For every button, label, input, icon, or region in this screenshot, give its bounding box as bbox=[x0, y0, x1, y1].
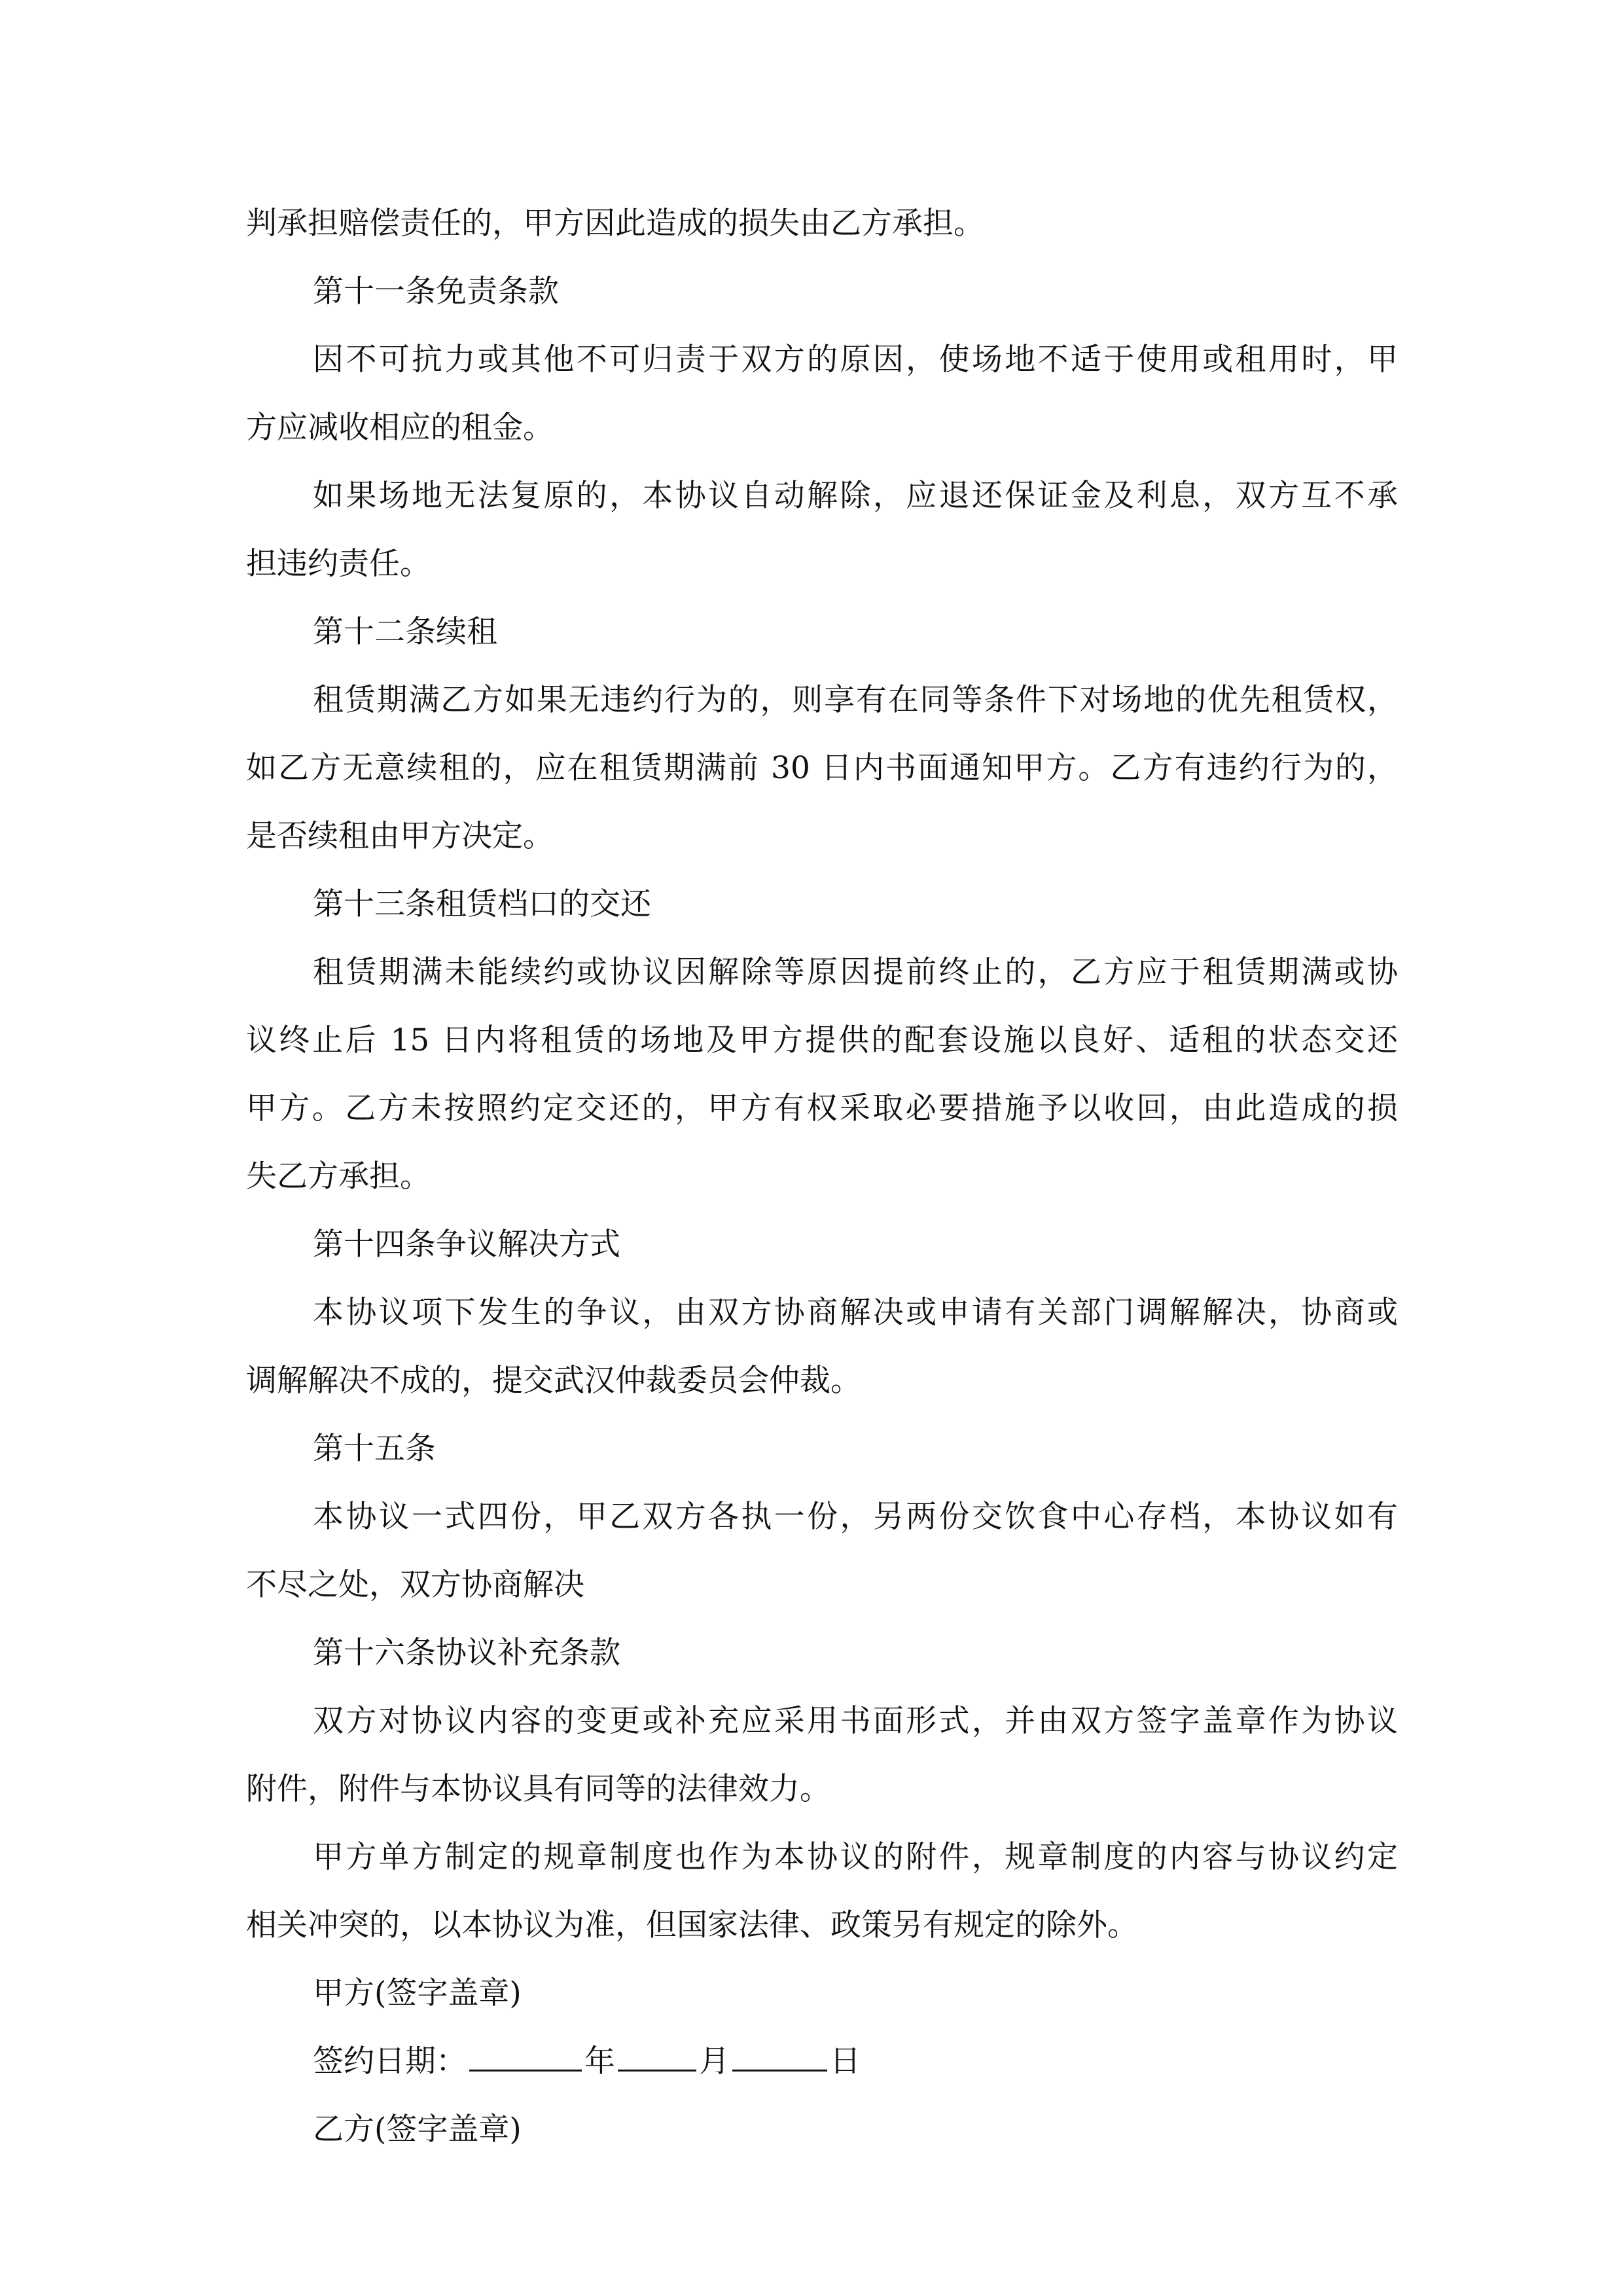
sign-date-label: 签约日期： bbox=[313, 2043, 467, 2079]
text-line: 方应减收相应的租金。 bbox=[246, 410, 554, 446]
article-heading: 第十六条协议补充条款 bbox=[313, 1635, 620, 1671]
text-line: 租赁期满乙方如果无违约行为的，则享有在同等条件下对场地的优先租赁权， bbox=[313, 682, 1398, 718]
article-heading: 第十五条 bbox=[313, 1431, 436, 1467]
text-line: 本协议项下发生的争议，由双方协商解决或申请有关部门调解解决，协商或 bbox=[313, 1295, 1398, 1331]
month-label: 月 bbox=[699, 2043, 730, 2079]
text-line: 租赁期满未能续约或协议因解除等原因提前终止的，乙方应于租赁期满或协 bbox=[313, 954, 1398, 990]
text-line: 如果场地无法复原的，本协议自动解除，应退还保证金及利息，双方互不承 bbox=[313, 478, 1398, 514]
text-line: 是否续租由甲方决定。 bbox=[246, 818, 554, 854]
party-b-signature: 乙方(签字盖章) bbox=[313, 2111, 522, 2147]
text-line: 双方对协议内容的变更或补充应采用书面形式，并由双方签字盖章作为协议 bbox=[313, 1703, 1398, 1739]
text-line: 议终止后 15 日内将租赁的场地及甲方提供的配套设施以良好、适租的状态交还 bbox=[246, 1022, 1398, 1058]
text-line: 甲方。乙方未按照约定交还的，甲方有权采取必要措施予以收回，由此造成的损 bbox=[246, 1090, 1398, 1126]
text-line: 担违约责任。 bbox=[246, 546, 431, 582]
year-blank bbox=[469, 2039, 582, 2072]
text-line: 判承担赔偿责任的，甲方因此造成的损失由乙方承担。 bbox=[246, 206, 984, 242]
text-line: 本协议一式四份，甲乙双方各执一份，另两份交饮食中心存档，本协议如有 bbox=[313, 1499, 1398, 1535]
year-label: 年 bbox=[584, 2043, 615, 2079]
article-heading: 第十四条争议解决方式 bbox=[313, 1227, 620, 1263]
article-heading: 第十三条租赁档口的交还 bbox=[313, 886, 651, 922]
text-line: 甲方单方制定的规章制度也作为本协议的附件，规章制度的内容与协议约定 bbox=[313, 1839, 1398, 1875]
party-a-signature: 甲方(签字盖章) bbox=[313, 1975, 522, 2011]
text-line: 附件，附件与本协议具有同等的法律效力。 bbox=[246, 1771, 830, 1807]
text-line: 因不可抗力或其他不可归责于双方的原因，使场地不适于使用或租用时，甲 bbox=[313, 342, 1398, 378]
article-heading: 第十二条续租 bbox=[313, 614, 497, 650]
document-page bbox=[246, 190, 1398, 2164]
text-line: 相关冲突的，以本协议为准，但国家法律、政策另有规定的除外。 bbox=[246, 1907, 1138, 1943]
day-label: 日 bbox=[830, 2043, 861, 2079]
text-line: 不尽之处，双方协商解决 bbox=[246, 1567, 584, 1603]
sign-date-line bbox=[246, 2028, 1398, 2096]
day-blank bbox=[732, 2039, 827, 2072]
text-line: 失乙方承担。 bbox=[246, 1158, 431, 1194]
article-heading: 第十一条免责条款 bbox=[313, 274, 559, 310]
month-blank bbox=[618, 2039, 696, 2072]
text-line: 如乙方无意续租的，应在租赁期满前 30 日内书面通知甲方。乙方有违约行为的， bbox=[246, 750, 1398, 786]
text-line: 调解解决不成的，提交武汉仲裁委员会仲裁。 bbox=[246, 1363, 861, 1399]
